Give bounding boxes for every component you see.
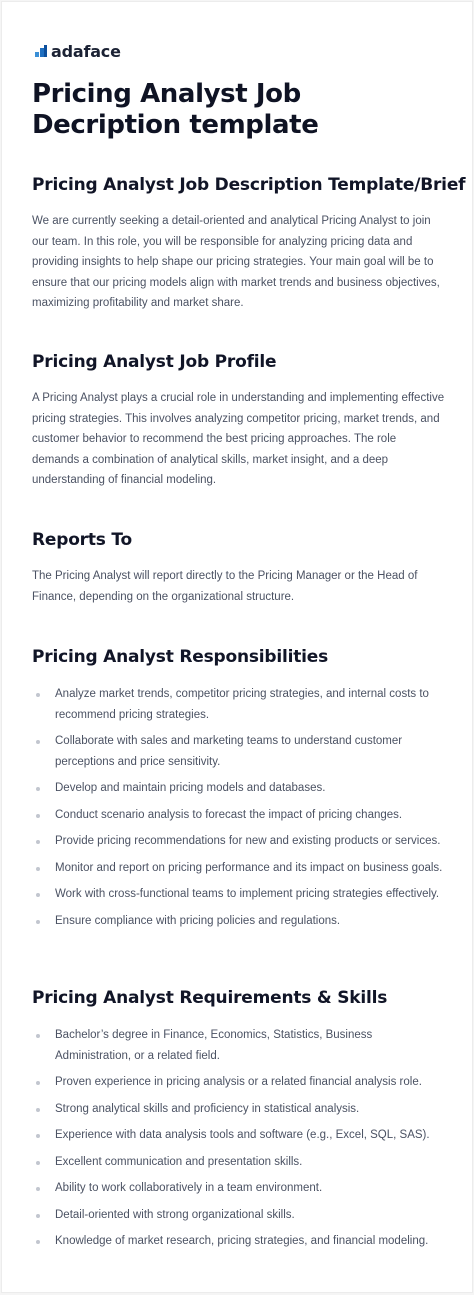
bullet-dot-icon (36, 1108, 40, 1112)
list-item: Provide pricing recommendations for new and existing products or services. (32, 831, 446, 852)
list-item: Monitor and report on pricing performance and its impact on business goals. (32, 858, 446, 879)
list-item: Experience with data analysis tools and software (e.g., Excel, SQL, SAS). (32, 1125, 446, 1146)
document-page (1, 1, 473, 1293)
section-job-profile (32, 351, 446, 491)
section-body: A Pricing Analyst plays a crucial role in understanding and implementing effective pricing strategies. This involves analyzing competitor pricing, market trends, and customer behavior to recommend the best pricing approaches. The role demands a combination of analytical skills, market insight, and a deep understanding of financial modeling. (32, 392, 445, 486)
brand-logo[interactable] (35, 40, 446, 62)
bullet-dot-icon (36, 1081, 40, 1085)
bullet-dot-icon (36, 1034, 40, 1038)
document-content (32, 40, 466, 1247)
responsibilities-list (32, 684, 446, 931)
bullet-dot-icon (36, 1134, 40, 1138)
section-heading: Pricing Analyst Job Description Template/Brief (32, 175, 466, 195)
bullet-dot-icon (36, 740, 40, 744)
list-item: Conduct scenario analysis to forecast the impact of pricing changes. (32, 805, 446, 826)
bullet-dot-icon (36, 1161, 40, 1165)
list-item: Ability to work collaboratively in a team environment. (32, 1178, 446, 1199)
brand-name: adaface (51, 41, 121, 61)
requirements-list (32, 1025, 446, 1252)
section-requirements (32, 987, 446, 1258)
section-reports-to (32, 529, 446, 607)
list-item: Analyze market trends, competitor pricing strategies, and internal costs to recommend pricing strategies. (32, 684, 446, 725)
list-item: Detail-oriented with strong organizational skills. (32, 1205, 446, 1226)
bullet-dot-icon (36, 1240, 40, 1244)
bullet-dot-icon (36, 1187, 40, 1191)
bullet-dot-icon (36, 787, 40, 791)
list-item: Work with cross-functional teams to implement pricing strategies effectively. (32, 884, 446, 905)
bullet-dot-icon (36, 920, 40, 924)
bullet-dot-icon (36, 693, 40, 697)
section-responsibilities (32, 646, 446, 937)
section-heading: Pricing Analyst Responsibilities (32, 647, 329, 667)
list-item: Proven experience in pricing analysis or a related financial analysis role. (32, 1072, 446, 1093)
list-item: Knowledge of market research, pricing strategies, and financial modeling. (32, 1231, 446, 1252)
bullet-dot-icon (36, 1214, 40, 1218)
list-item: Collaborate with sales and marketing teams to understand customer perceptions and price sensitivity. (32, 731, 446, 772)
adaface-logo-icon (35, 45, 47, 57)
section-body: We are currently seeking a detail-oriented and analytical Pricing Analyst to join our team. In this role, you will be responsible for analyzing pricing data and providing insights to help shape our pricing strategies. Your main goal will be to ensure that our pricing models align with market trends and business objectives, maximizing profitability and market share. (32, 215, 440, 309)
list-item: Strong analytical skills and proficiency in statistical analysis. (32, 1099, 446, 1120)
list-item: Bachelor’s degree in Finance, Economics, Statistics, Business Administration, or a related field. (32, 1025, 446, 1066)
list-item: Ensure compliance with pricing policies and regulations. (32, 911, 446, 932)
list-item: Develop and maintain pricing models and databases. (32, 778, 446, 799)
section-heading: Pricing Analyst Job Profile (32, 352, 277, 372)
bullet-dot-icon (36, 814, 40, 818)
page-title: Pricing Analyst Job Decription template (32, 79, 319, 140)
list-item: Excellent communication and presentation skills. (32, 1152, 446, 1173)
section-body: The Pricing Analyst will report directly to the Pricing Manager or the Head of Finance, depending on the organizational structure. (32, 570, 418, 603)
bullet-dot-icon (36, 840, 40, 844)
bullet-dot-icon (36, 893, 40, 897)
bullet-dot-icon (36, 867, 40, 871)
section-heading: Pricing Analyst Requirements & Skills (32, 988, 388, 1008)
section-heading: Reports To (32, 530, 133, 550)
section-brief (32, 174, 466, 314)
